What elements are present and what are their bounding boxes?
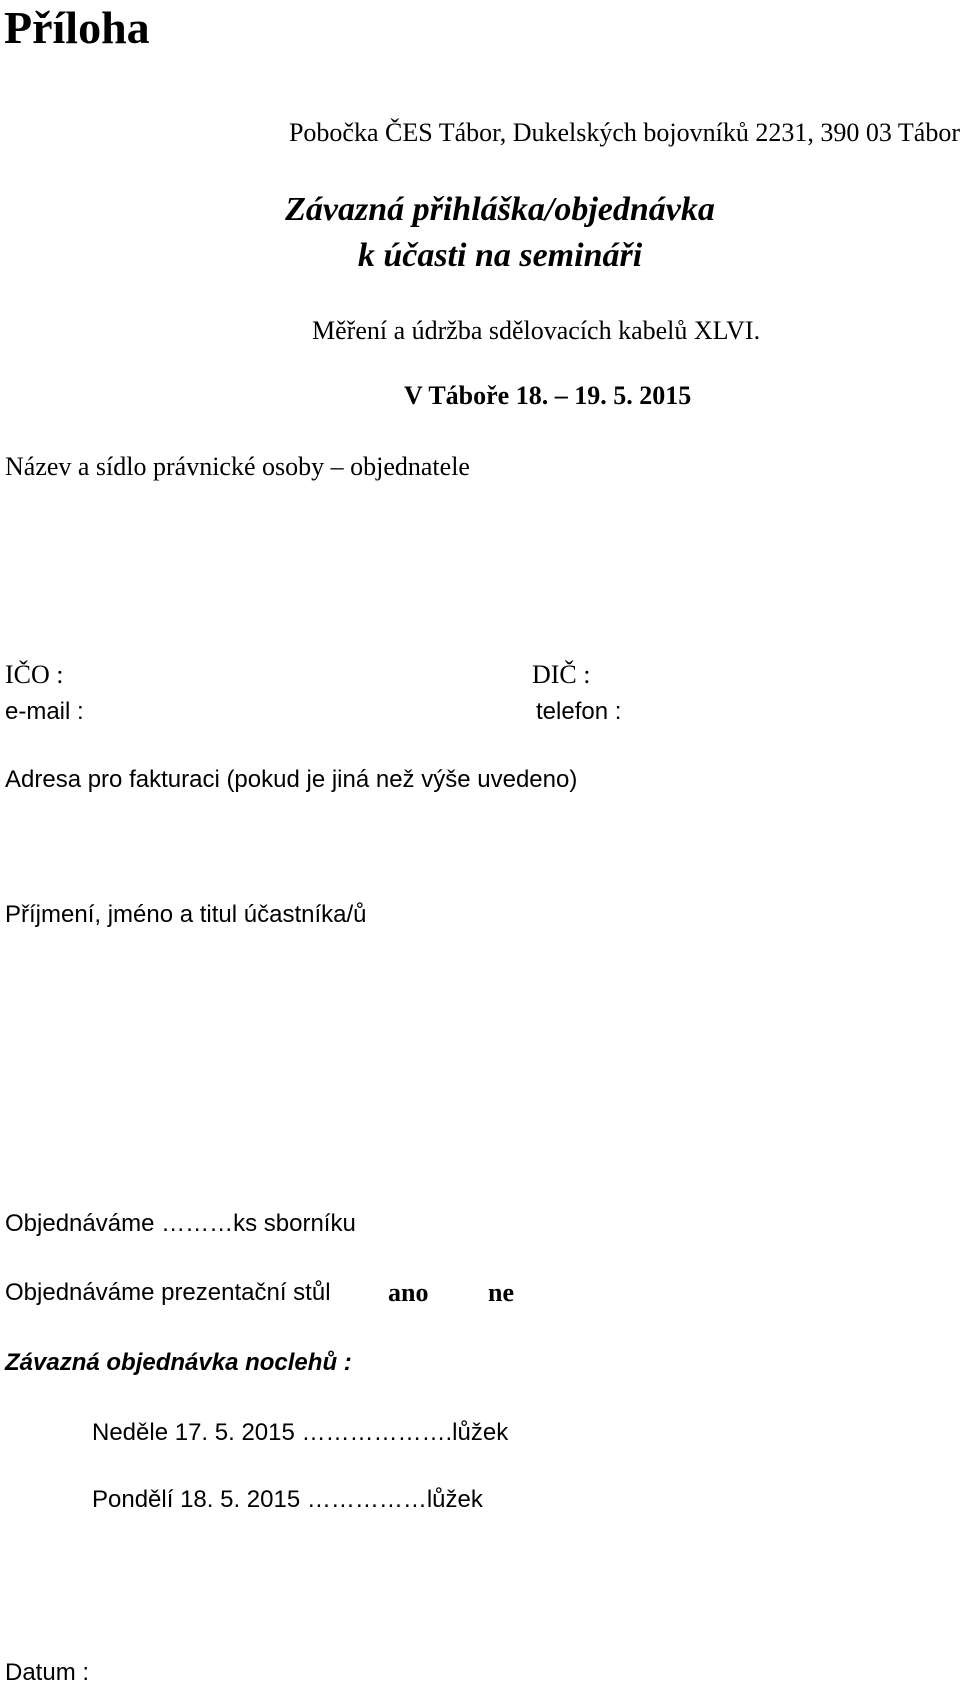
participants-label: Příjmení, jméno a titul účastníka/ů [5,901,367,928]
form-heading-line1: Závazná přihláška/objednávka [285,191,715,228]
night-monday: Pondělí 18. 5. 2015 ……………lůžek [92,1486,483,1513]
seminar-date: V Táboře 18. – 19. 5. 2015 [404,381,692,410]
night-sunday: Neděle 17. 5. 2015 ……………….lůžek [92,1419,509,1446]
presentation-table-label: Objednáváme prezentační stůl [5,1279,331,1306]
dic-label: DIČ : [532,660,591,689]
company-label: Název a sídlo právnické osoby – objednatele [5,452,470,481]
ico-label: IČO : [5,660,64,689]
date-label: Datum : [5,1659,90,1686]
presentation-table-no: ne [488,1278,514,1307]
seminar-name: Měření a údržba sdělovacích kabelů XLVI. [312,316,761,345]
presentation-table-yes: ano [388,1278,429,1307]
page-title: Příloha [4,2,150,53]
accommodation-heading: Závazná objednávka noclehů : [5,1349,352,1376]
form-heading-line2: k účasti na semináři [357,237,643,274]
billing-address-label: Adresa pro fakturaci (pokud je jiná než výše uvedeno) [5,766,578,793]
organizer-address: Pobočka ČES Tábor, Dukelských bojovníků 2231, 390 03 Tábor [288,118,960,147]
phone-label: telefon : [536,698,622,725]
proceedings-order: Objednáváme ………ks sborníku [5,1210,356,1237]
email-label: e-mail : [5,698,84,725]
